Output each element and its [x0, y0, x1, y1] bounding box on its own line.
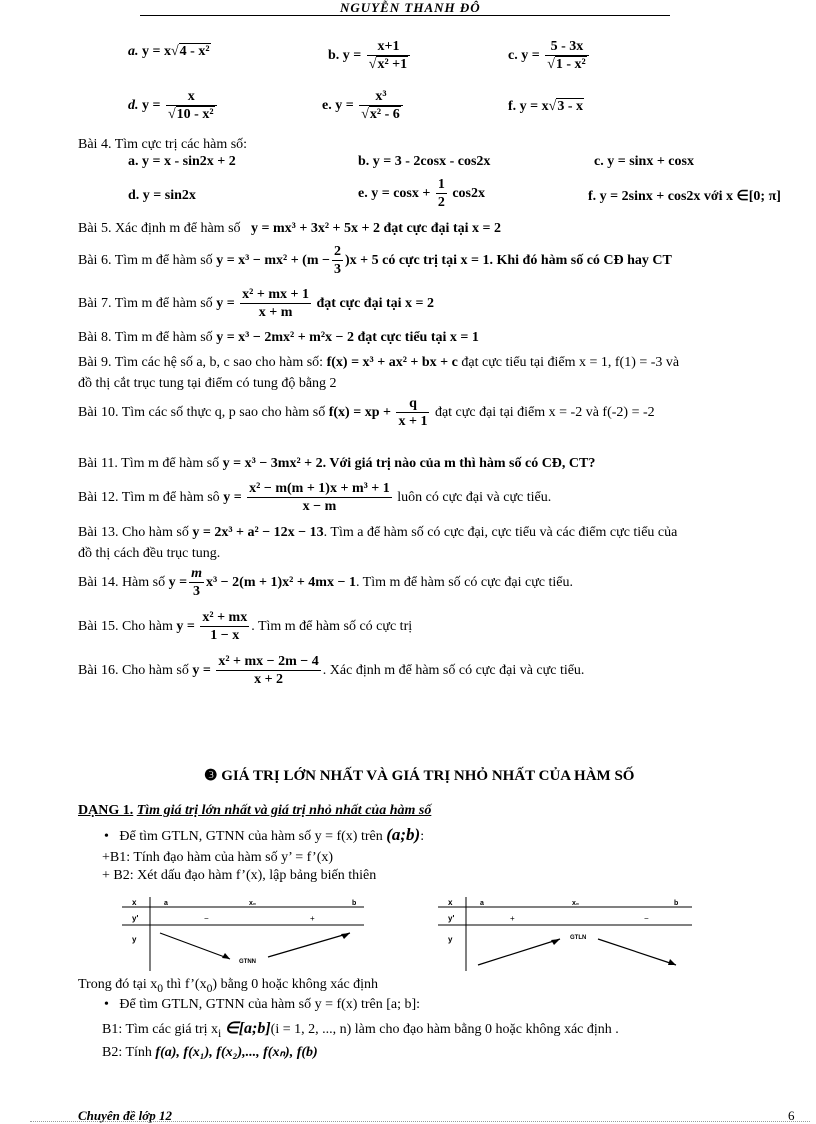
bai14: Bài 14. Hàm số y = $\frac{m}{3}$ x³ − 2(m + 1)x² + 4mx − 1. Tìm m để hàm số có cực đại cực tiểu.	[78, 566, 574, 599]
bai3-f: f. y = x√3 - x	[508, 99, 584, 114]
step-b1: +B1: Tính đạo hàm của hàm số y’ = f’(x)	[102, 850, 334, 865]
bai7: Bài 7. Tìm m để hàm số y = $\frac{\text{x² + mx + 1}}{x + m}$ đạt cực đại tại x = 2	[78, 287, 434, 320]
bai3-a: a. y = x√4 - x²	[128, 44, 210, 59]
bai16: Bài 16. Cho hàm số y = $\frac{\text{x² + mx − 2m − 4}}{x + 2}$ . Xác định m để hàm số có cực đại và cực tiểu.	[78, 654, 585, 687]
t1-arrow-up-head	[341, 933, 350, 939]
note: Trong đó tại $x_0$ thì $f’(x_0)$ bằng 0 hoặc không xác định	[78, 977, 379, 995]
bai13-line2: đồ thị cách đều trục tung.	[78, 546, 221, 561]
bai4-a: a. y = x - sin2x + 2	[128, 154, 236, 169]
t1-x-label: x	[132, 898, 137, 907]
footer-rule	[30, 1121, 810, 1122]
t2-x-label: x	[448, 898, 453, 907]
t2-extremum: GTLN	[570, 935, 587, 941]
bai3-d: d. y = $\frac{x}{\text{√10 - x²}}$	[128, 88, 219, 123]
bai3-c: c. y = $\frac{5 - 3x}{\text{√1 - x²}}$	[508, 38, 591, 73]
t2-sign-2: −	[644, 914, 649, 923]
t1-b: b	[352, 900, 357, 907]
bai8: Bài 8. Tìm m để hàm số y = x³ − 2mx² + m²x − 2 đạt cực tiểu tại x = 1	[78, 330, 479, 345]
t1-extremum: GTNN	[239, 959, 256, 965]
t1-sign-1: −	[204, 914, 209, 923]
t2-yp-label: y'	[448, 914, 455, 923]
bai5: Bài 5. Xác định m để hàm số y = mx³ + 3x² + 5x + 2 đạt cực đại tại x = 2	[78, 221, 501, 236]
step1: • Để tìm GTLN, GTNN của hàm số y = f(x) trên (a;b):	[104, 825, 425, 844]
bai4-d: d. y = sin2x	[128, 188, 196, 203]
bai12: Bài 12. Tìm m để hàm sô y = $\frac{\text{x² − m(m + 1)x + m³ + 1}}{x - m}$ luôn có cực đại và cực tiểu.	[78, 481, 552, 514]
step-b2-closed: B2: Tính f(a), f(x₁), f(x₂),..., f(xₙ), f(b)	[102, 1045, 318, 1060]
bai3-e: e. y = $\frac{\text{x³}}{\text{√x² - 6}}$	[322, 88, 405, 123]
bai4-intro: Bài 4. Tìm cực trị các hàm số:	[78, 137, 248, 152]
t1-y-label: y	[132, 935, 137, 944]
bai4-b: b. y = 3 - 2cosx - cos2x	[358, 154, 491, 169]
page-number: 6	[788, 1108, 795, 1123]
t2-arrow-up	[478, 939, 560, 965]
bai4-c: c. y = sinx + cosx	[594, 154, 694, 169]
bai6: Bài 6. Tìm m để hàm số y = x³ − mx² + (m − $\frac{2}{3}$ )x + 5 có cực trị tại x = 1. Khi đó hàm số có CĐ hay CT	[78, 244, 672, 277]
bai4-f: f. y = 2sinx + cos2x với x ∈[0; π]	[588, 189, 781, 204]
t1-a: a	[164, 900, 168, 907]
bai13: Bài 13. Cho hàm số y = 2x³ + a² − 12x − 13. Tìm a để hàm số có cực đại, cực tiểu và các điểm cực tiểu của	[78, 525, 678, 540]
dang1-heading: DẠNG 1. Tìm giá trị lớn nhất và giá trị nhỏ nhất của hàm số	[78, 803, 432, 818]
step-b1-closed: B1: Tìm các giá trị $x_i$ ∈[a;b](i = 1, 2, ..., n) làm cho đạo hàm bằng 0 hoặc không xác định .	[102, 1020, 619, 1040]
variation-table-max	[434, 895, 694, 971]
t2-arrow-down	[598, 939, 676, 965]
step-b2: + B2: Xét dấu đạo hàm f’(x), lập bảng biến thiên	[102, 868, 377, 883]
t1-arrow-up	[268, 933, 350, 957]
step2: • Để tìm GTLN, GTNN của hàm số y = f(x) trên [a; b]:	[104, 997, 421, 1012]
t1-yp-label: y'	[132, 914, 139, 923]
bullet-icon: •	[104, 829, 109, 844]
t1-arrow-down	[160, 933, 230, 959]
bai3-b: b. y = $\frac{x+1}{\text{√x² +1}}$	[328, 38, 412, 73]
bai4-e: e. y = cosx + $\frac{1}{2}$ cos2x	[358, 177, 486, 210]
bai11: Bài 11. Tìm m để hàm số y = x³ − 3mx² + 2. Với giá trị nào của m thì hàm số có CĐ, CT?	[78, 456, 596, 471]
footer-title: Chuyên đề lớp 12	[78, 1108, 173, 1123]
header-rule	[140, 15, 670, 16]
t2-x0: x₀	[572, 900, 580, 907]
t2-arrow-down-head	[668, 959, 676, 965]
bai15: Bài 15. Cho hàm y = $\frac{\text{x² + mx}}{1 - x}$ . Tìm m để hàm số có cực trị	[78, 610, 413, 643]
bai9: Bài 9. Tìm các hệ số a, b, c sao cho hàm số: f(x) = x³ + ax² + bx + c đạt cực tiểu tại điểm x = 1, f(1) = -3 và	[78, 355, 680, 370]
t1-x0: x₀	[249, 900, 257, 907]
t1-sign-2: +	[310, 914, 315, 923]
section-heading: ❸ GIÁ TRỊ LỚN NHẤT VÀ GIÁ TRỊ NHỎ NHẤT CỦA HÀM SỐ	[204, 768, 635, 784]
bai9-line2: đồ thị cắt trục tung tại điểm có tung độ bằng 2	[78, 376, 337, 391]
t2-arrow-up-head	[551, 939, 560, 945]
t2-b: b	[674, 900, 679, 907]
section-marker-icon: ❸	[204, 768, 218, 784]
bullet-icon: •	[104, 997, 109, 1012]
t2-a: a	[480, 900, 484, 907]
page-header: NGUYỄN THANH ĐÔ	[340, 0, 481, 15]
variation-table-min	[118, 895, 366, 971]
bai10: Bài 10. Tìm các số thực q, p sao cho hàm số f(x) = xp + $\frac{q}{x + 1}$ đạt cực đại tại điểm x = -2 và f(-2) = -2	[78, 396, 655, 429]
t2-y-label: y	[448, 935, 453, 944]
t2-sign-1: +	[510, 914, 515, 923]
